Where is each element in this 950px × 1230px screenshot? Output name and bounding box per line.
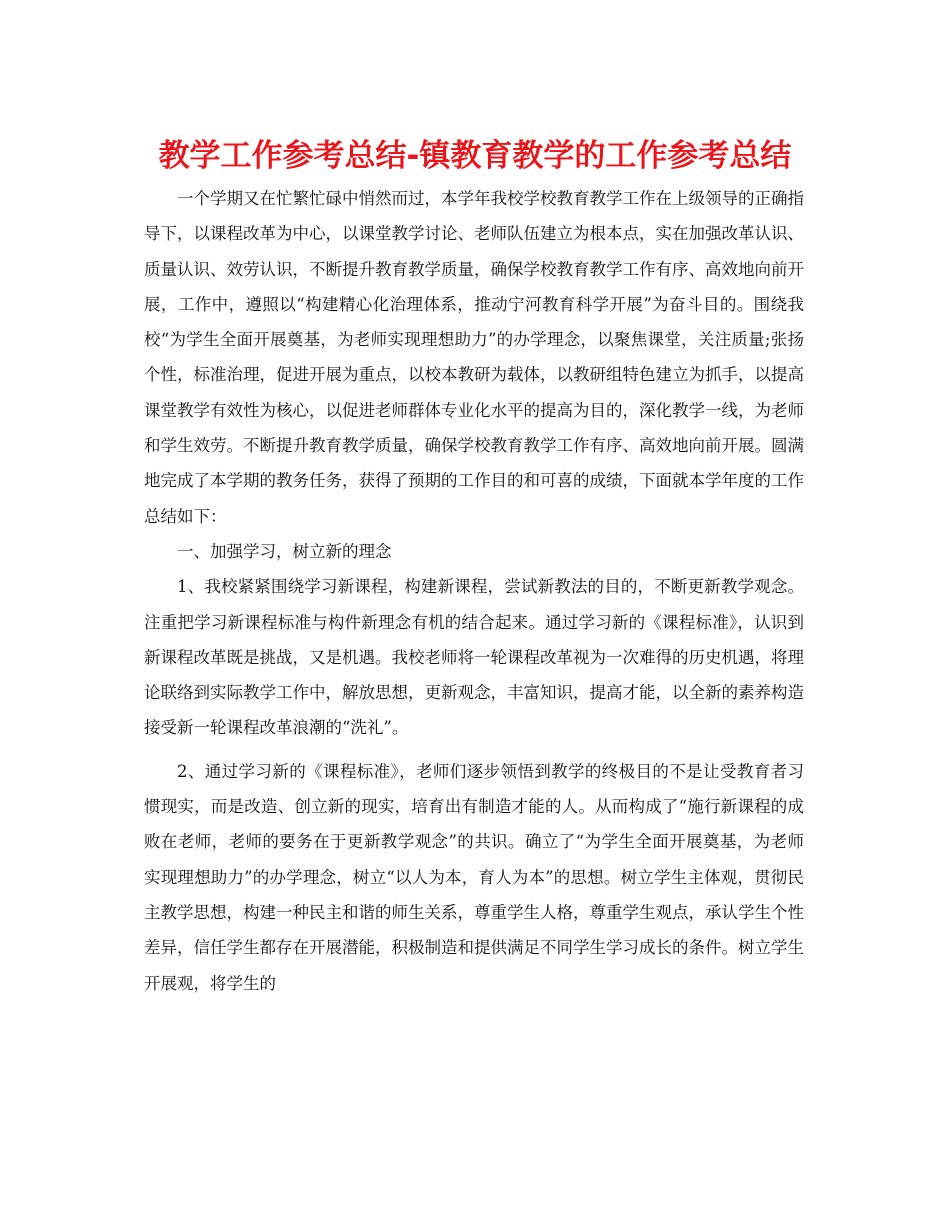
section-heading-1: 一、加强学习，树立新的理念 (177, 541, 392, 561)
paragraph-intro: 一个学期又在忙繁忙碌中悄然而过，本学年我校学校教育教学工作在上级领导的正确指导下，以课程改革为中心，以课堂教学讨论、老师队伍建立为根本点，实在加强改革认识、质量认识、效劳认识，不断提升教育教学质量，确保学校教育教学工作有序、高效地向前开展，工作中，遵照以“构建精心化治理体系，推动宁河教育科学开展”为奋斗目的。围绕我校“为学生全面开展奠基，为老师实现理想助力”的办学理念，以聚焦课堂，关注质量;张扬个性，标准治理，促进开展为重点，以校本教研为载体，以教研组特色建立为抓手，以提高课堂教学有效性为核心，以促进老师群体专业化水平的提高为目的，深化教学一线，为老师和学生效劳。不断提升教育教学质量，确保学校教育教学工作有序、高效地向前开展。圆满地完成了本学期的教务任务，获得了预期的工作目的和可喜的成绩，下面就本学年度的工作总结如下： (144, 189, 804, 526)
paragraph-item-2: 2、通过学习新的《课程标准》，老师们逐步领悟到教学的终极目的不是让受教育者习惯现实，而是改造、创立新的现实，培育出有制造才能的人。从而构成了“施行新课程的成败在老师，老师的要务在于更新教学观念”的共识。确立了“为学生全面开展奠基，为老师实现理想助力”的办学理念，树立“以人为本，育人为本”的思想。树立学生主体观，贯彻民主教学思想，构建一种民主和谐的师生关系，尊重学生人格，尊重学生观点，承认学生个性差异，信任学生都存在开展潜能，积极制造和提供满足不同学生学习成长的条件。树立学生开展观，将学生的 (144, 761, 804, 993)
document-body (144, 181, 804, 1001)
paragraph-item-1: 1、我校紧紧围绕学习新课程，构建新课程，尝试新教法的目的，不断更新教学观念。注重把学习新课程标准与构件新理念有机的结合起来。通过学习新的《课程标准》，认识到新课程改革既是挑战，又是机遇。我校老师将一轮课程改革视为一次难得的历史机遇，将理论联络到实际教学工作中，解放思想，更新观念，丰富知识，提高才能，以全新的素养构造接受新一轮课程改革浪潮的“洗礼”。 (144, 577, 804, 738)
document-title: 教学工作参考总结-镇教育教学的工作参考总结 (158, 138, 792, 174)
